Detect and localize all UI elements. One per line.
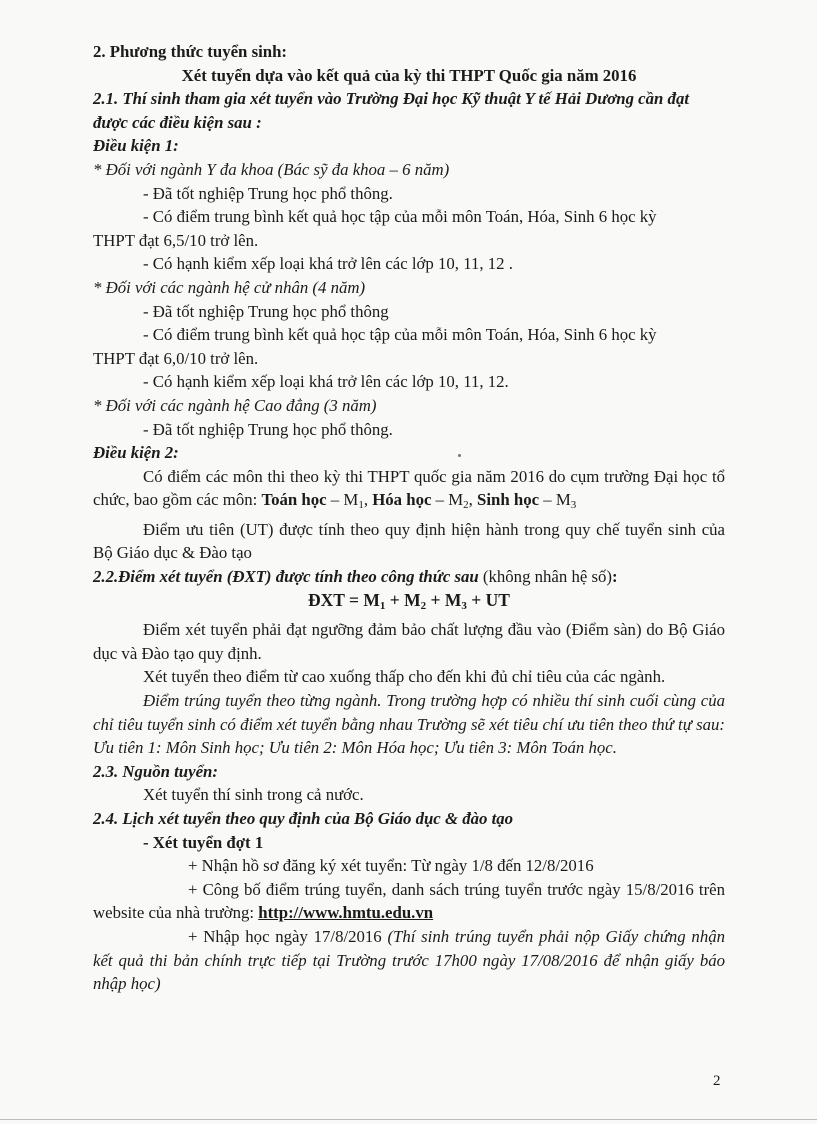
paragraph: Xét tuyển thí sinh trong cả nước.	[143, 785, 364, 805]
formula: ĐXT = $M_1 + M_2 + M_3$ + UT	[308, 589, 510, 612]
paragraph: Xét tuyển theo điểm từ cao xuống thấp cho đến khi đủ chỉ tiêu của các ngành.	[143, 667, 666, 687]
paragraph: Điểm trúng tuyển theo từng ngành. Trong trường hợp có nhiều thí sinh cuối cùng của chỉ tiêu tuyển sinh có điểm xét tuyển bằng nhau Trường sẽ xét tiêu chí ưu tiên theo thứ tự sau: Ưu tiên 1: Môn Sinh học; Ưu tiên 2: Môn Hóa học; Ưu tiên 3: Môn Toán học.	[93, 691, 725, 758]
list-item: - Đã tốt nghiệp Trung học phổ thông.	[143, 419, 393, 439]
website-link[interactable]: http://www.hmtu.edu.vn	[258, 903, 434, 923]
group-3-title: * Đối với các ngành hệ Cao đẳng (3 năm)	[93, 395, 377, 415]
list-item: - Có điểm trung bình kết quả học tập của mỗi môn Toán, Hóa, Sinh 6 học kỳ	[143, 325, 657, 345]
scan-speck	[458, 454, 461, 457]
schedule-item: + Công bố điểm trúng tuyển, danh sách trúng tuyển trước ngày 15/8/2016 trên website của nhà trường: http://www.hmtu.edu.vn	[93, 879, 725, 923]
list-item-continuation: THPT đạt 6,5/10 trở lên.	[93, 230, 259, 250]
subject-biology: Sinh học	[477, 490, 540, 510]
subsection-2-1-heading: 2.1. Thí sinh tham gia xét tuyển vào Trường Đại học Kỹ thuật Y tế Hải Dương cần đạt được các điều kiện sau :	[93, 89, 689, 132]
priority-paragraph: Điểm ưu tiên (UT) được tính theo quy định hiện hành trong quy chế tuyển sinh của Bộ Giáo dục & Đào tạo	[93, 519, 725, 563]
list-item-continuation: THPT đạt 6,0/10 trở lên.	[93, 348, 259, 368]
section-heading: 2. Phương thức tuyển sinh:	[93, 42, 288, 61]
schedule-item: + Nhận hồ sơ đăng ký xét tuyển: Từ ngày 1/8 đến 12/8/2016	[188, 856, 594, 876]
schedule-item: + Nhập học ngày 17/8/2016 (Thí sinh trúng tuyển phải nộp Giấy chứng nhận kết quả thi bản chính trực tiếp tại Trường trước 17h00 ngày 17/08/2016 để nhận giấy báo nhập học)	[93, 926, 725, 994]
condition-2-title: Điều kiện 2:	[93, 443, 179, 463]
section-subheading: Xét tuyển dựa vào kết quả của kỳ thi THPT Quốc gia năm 2016	[181, 65, 637, 85]
condition-1-title: Điều kiện 1:	[93, 136, 179, 156]
page-number: 2	[713, 1073, 721, 1089]
scan-edge-line	[0, 1119, 817, 1120]
list-item: - Có điểm trung bình kết quả học tập của mỗi môn Toán, Hóa, Sinh 6 học kỳ	[143, 207, 657, 227]
subsection-2-4-heading: 2.4. Lịch xét tuyển theo quy định của Bộ Giáo dục & đào tạo	[93, 809, 514, 828]
round-1-title: - Xét tuyển đợt 1	[143, 832, 264, 852]
group-1-title: * Đối với ngành Y đa khoa (Bác sỹ đa khoa – 6 năm)	[93, 159, 450, 179]
list-item: - Có hạnh kiểm xếp loại khá trở lên các lớp 10, 11, 12 .	[143, 254, 513, 274]
condition-2-text: Có điểm các môn thi theo kỳ thi THPT quốc gia năm 2016 do cụm trường Đại học tổ chức, bao gồm các môn: Toán học – $M_1$, Hóa học – $M_2$, Sinh học – $M_3$	[93, 466, 725, 512]
list-item: - Đã tốt nghiệp Trung học phổ thông.	[143, 183, 393, 203]
subject-chemistry: Hóa học	[372, 490, 432, 510]
list-item: - Có hạnh kiểm xếp loại khá trở lên các lớp 10, 11, 12.	[143, 372, 509, 392]
subsection-2-3-heading: 2.3. Nguồn tuyển:	[93, 761, 218, 781]
group-2-title: * Đối với các ngành hệ cử nhân (4 năm)	[93, 277, 366, 297]
subject-math: Toán học	[261, 490, 327, 510]
subsection-2-2-heading: 2.2.Điểm xét tuyển (ĐXT) được tính theo công thức sau (không nhân hệ số):	[93, 567, 618, 587]
paragraph: Điểm xét tuyển phải đạt ngưỡng đảm bảo chất lượng đầu vào (Điểm sàn) do Bộ Giáo dục và Đào tạo quy định.	[93, 620, 725, 663]
list-item: - Đã tốt nghiệp Trung học phổ thông	[143, 301, 389, 321]
document-page	[93, 40, 725, 996]
